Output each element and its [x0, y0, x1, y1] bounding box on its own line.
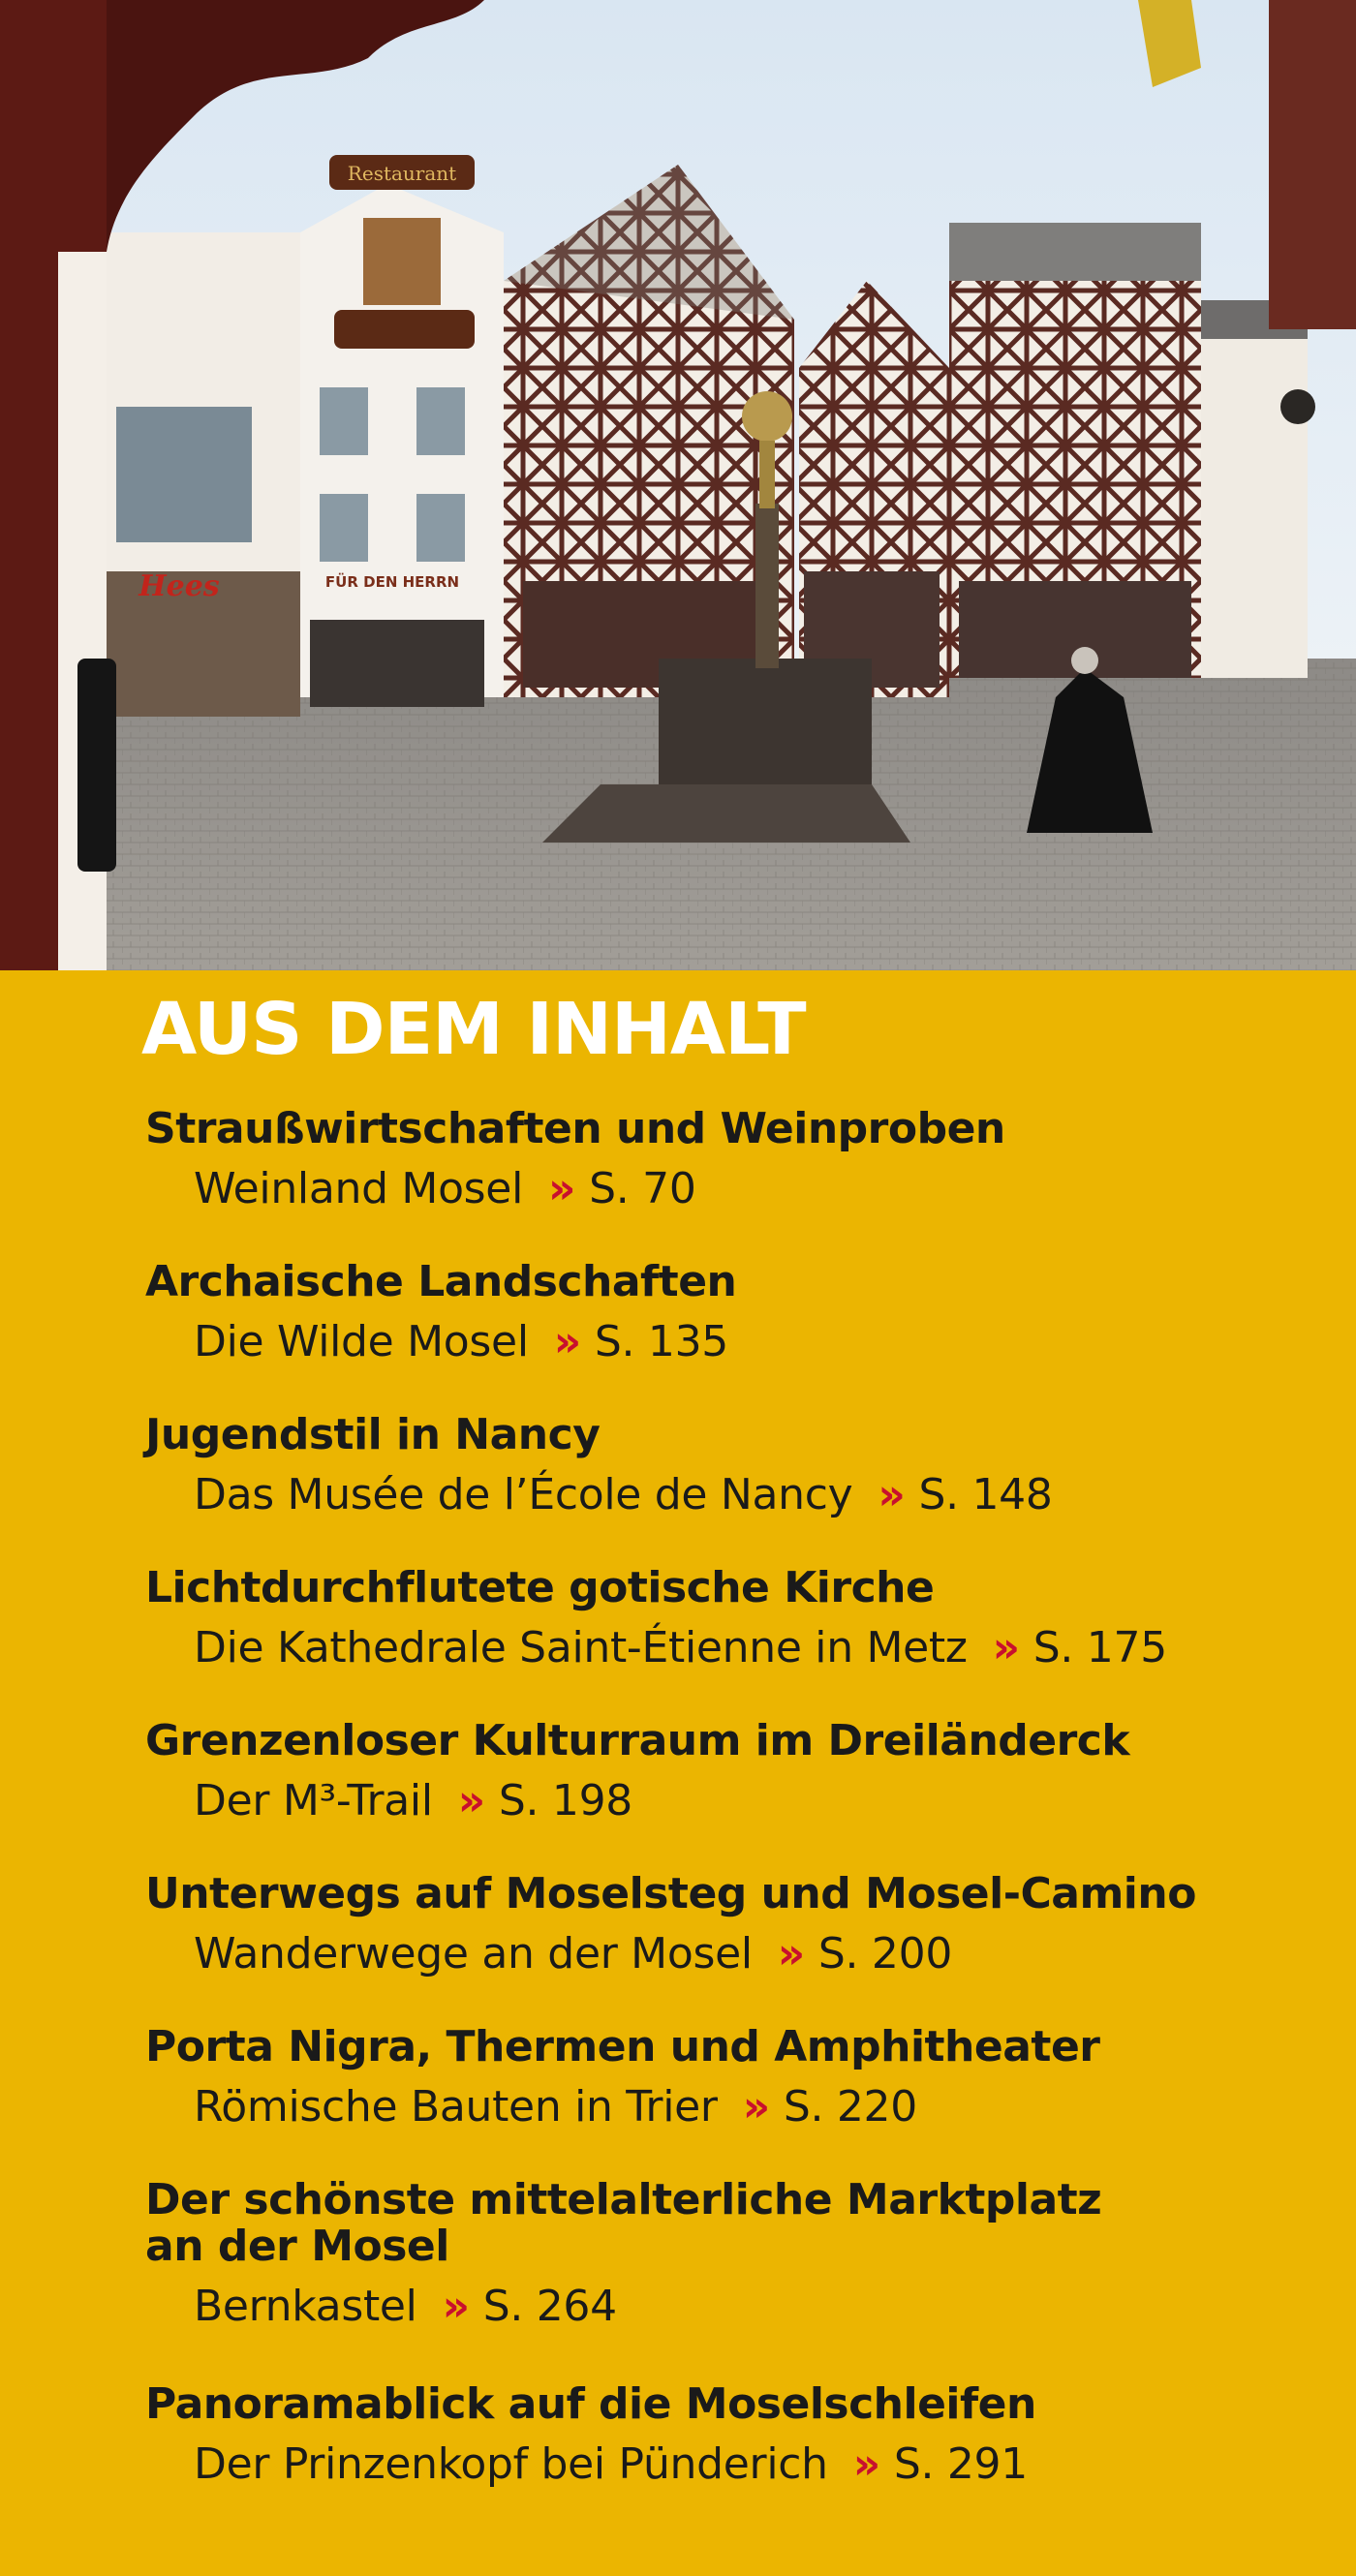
hees-sign: Hees	[139, 569, 220, 603]
toc-entry[interactable]	[145, 2381, 1259, 2488]
page-ref-chevron-icon: »	[457, 1776, 485, 1825]
toc-entry-subtitle: Der Prinzenkopf bei Pünderich	[194, 2439, 828, 2489]
toc-entry-page: S. 220	[783, 2082, 917, 2131]
page-ref-chevron-icon: »	[852, 2439, 880, 2489]
toc-entry[interactable]	[145, 1412, 1259, 1518]
house-far-right	[1201, 300, 1308, 678]
toc-entry-subtitle: Bernkastel	[194, 2282, 417, 2331]
toc-entry-page: S. 200	[817, 1929, 953, 1978]
toc-entry-subtitle: Römische Bauten in Trier	[194, 2082, 718, 2131]
toc-entry-title: Grenzenloser Kulturraum im Dreiländerck	[145, 1716, 1130, 1765]
toc-entry-page: S. 198	[498, 1776, 632, 1825]
toc-entry-line	[194, 1472, 1259, 1518]
toc-entry-title: Archaische Landschaften	[145, 1257, 737, 1306]
toc-entry-subtitle: Das Musée de l’École de Nancy	[194, 1470, 853, 1519]
timber-house-right	[949, 223, 1201, 678]
toc-entry-title: Porta Nigra, Thermen und Amphitheater	[145, 2022, 1100, 2071]
page-ref-chevron-icon: »	[992, 1623, 1020, 1672]
toc-entry[interactable]	[145, 1565, 1259, 1671]
toc-entry-subtitle: Weinland Mosel	[194, 1164, 524, 1213]
toc-entry-title: Panoramablick auf die Moselschleifen	[145, 2379, 1036, 2429]
toc-entry-subtitle: Die Kathedrale Saint-Étienne in Metz	[194, 1623, 968, 1672]
toc-entry-title: Straußwirtschaften und Weinproben	[145, 1104, 1005, 1153]
toc-entry-title: Jugendstil in Nancy	[145, 1410, 601, 1459]
page-ref-chevron-icon: »	[548, 1164, 576, 1213]
toc-entry[interactable]	[145, 1871, 1259, 1978]
contents-heading: AUS DEM INHALT	[141, 988, 806, 1071]
toc-entry-page: S. 148	[918, 1470, 1053, 1519]
page-ref-chevron-icon: »	[742, 2082, 770, 2131]
toc-entry-line	[194, 2084, 1259, 2131]
toc-entry-page: S. 135	[594, 1317, 728, 1366]
page-ref-chevron-icon: »	[777, 1929, 805, 1978]
toc-entry-title: Lichtdurchflutete gotische Kirche	[145, 1563, 935, 1612]
toc-entry-title: Der schönste mittelalterliche Marktplatz an der Mosel	[145, 2175, 1102, 2271]
toc-entry-subtitle: Wanderwege an der Mosel	[194, 1929, 753, 1978]
toc-entry[interactable]	[145, 1259, 1259, 1365]
toc-entry-line	[194, 1625, 1259, 1671]
toc-entry[interactable]	[145, 2177, 1259, 2330]
toc-entry-page: S. 291	[893, 2439, 1028, 2489]
page-ref-chevron-icon: »	[878, 1470, 906, 1519]
market-square-photo	[0, 0, 1356, 970]
toc-entry-page: S. 70	[589, 1164, 696, 1213]
toc-entry-line	[194, 1319, 1259, 1365]
toc-entry-page: S. 175	[1032, 1623, 1167, 1672]
house-left	[107, 232, 300, 717]
toc-entry-title: Unterwegs auf Moselsteg und Mosel-Camino	[145, 1869, 1196, 1918]
toc-entry-line	[194, 2441, 1259, 2488]
contents-panel	[0, 970, 1356, 2576]
herrn-sign: FÜR DEN HERRN	[324, 573, 460, 591]
page-ref-chevron-icon: »	[442, 2282, 470, 2331]
toc-entry-line	[194, 1166, 1259, 1212]
toc-entry-page: S. 264	[482, 2282, 617, 2331]
svg-text:Restaurant: Restaurant	[347, 162, 457, 185]
toc-entry[interactable]	[145, 1718, 1259, 1825]
toc-entry-line	[194, 1778, 1259, 1825]
market-square-illustration	[0, 0, 1356, 970]
toc-entry-line	[194, 2284, 1259, 2330]
toc-entry[interactable]	[145, 2024, 1259, 2131]
page-ref-chevron-icon: »	[553, 1317, 581, 1366]
toc-entry[interactable]	[145, 1106, 1259, 1212]
toc-entry-subtitle: Der M³-Trail	[194, 1776, 433, 1825]
toc-entry-line	[194, 1931, 1259, 1978]
toc-entry-subtitle: Die Wilde Mosel	[194, 1317, 529, 1366]
